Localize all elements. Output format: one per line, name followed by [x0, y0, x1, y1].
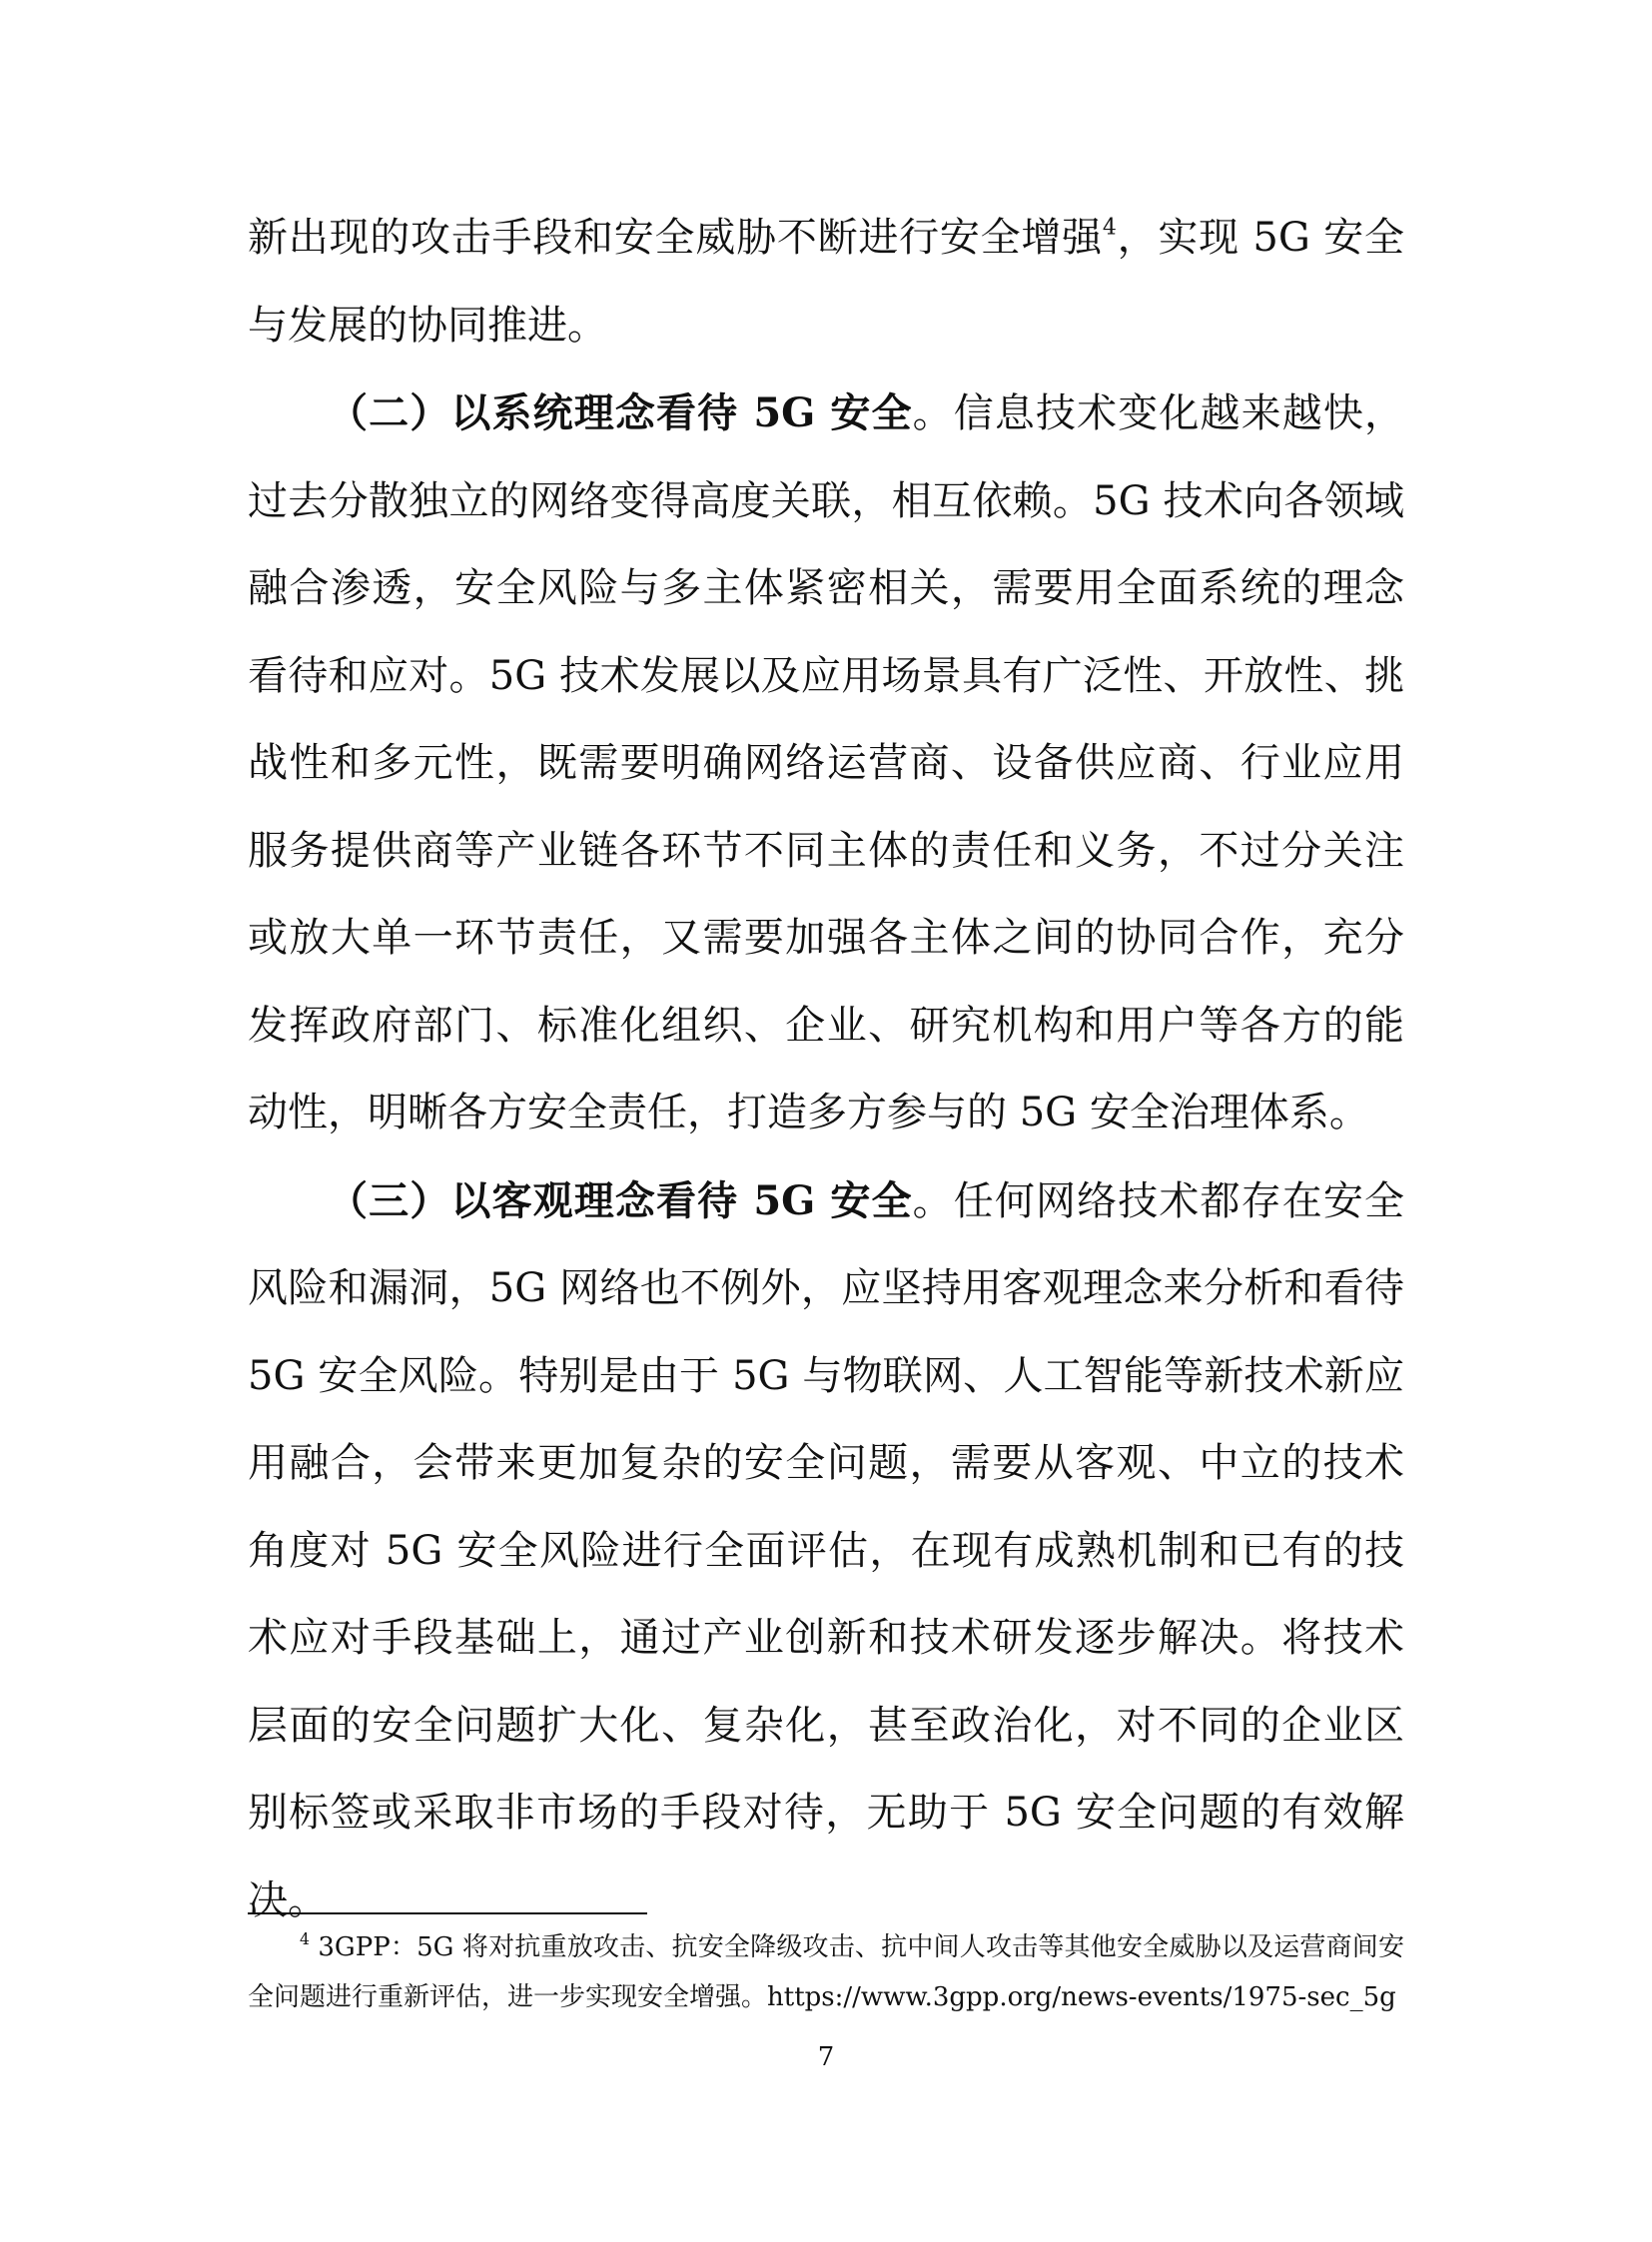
paragraph-text: ，实现 5G 安全与发展的协同推进。	[248, 215, 1404, 349]
paragraph-text: 。信息技术变化越来越快，过去分散独立的网络变得高度关联，相互依赖。5G 技术向各领域融合渗透，安全风险与多主体紧密相关，需要用全面系统的理念看待和应对。5G 技术发展以及应用场景具有广泛性、开放性、挑战性和多元性，既需要明确网络运营商、设备供应商、行业应用服务提供商等产业链各环节不同主体的责任和义务，不过分关注或放大单一环节责任，又需要加强各主体之间的协同合作，充分发挥政府部门、标准化组织、企业、研究机构和用户等各方的能动性，明晰各方安全责任，打造多方参与的 5G 安全治理体系。	[248, 390, 1405, 1135]
section-heading-3: （三）以客观理念看待 5G 安全	[328, 1176, 913, 1224]
paragraph-text: 新出现的攻击手段和安全威胁不断进行安全增强	[248, 215, 1103, 261]
section-heading-2: （二）以系统理念看待 5G 安全	[328, 389, 913, 436]
footnote-reference[interactable]: 4	[1102, 215, 1117, 241]
footnote-text: 3GPP：5G 将对抗重放攻击、抗安全降级攻击、抗中间人攻击等其他安全威胁以及运营商间安全问题进行重新评估，进一步实现安全增强。https://www.3gpp.org/news-events/1975-sec_5g	[248, 1932, 1404, 2012]
footnote-separator	[248, 1912, 647, 1914]
paragraph-continuation	[248, 195, 1404, 370]
paragraph-systematic	[248, 370, 1404, 1157]
body-text	[248, 195, 1404, 1944]
page-number: 7	[817, 2042, 835, 2072]
footnote-number: 4	[300, 1930, 310, 1949]
paragraph-objective	[248, 1157, 1404, 1945]
footnote	[248, 1922, 1404, 2022]
paragraph-text: 。任何网络技术都存在安全风险和漏洞，5G 网络也不例外，应坚持用客观理念来分析和看待 5G 安全风险。特别是由于 5G 与物联网、人工智能等新技术新应用融合，会带来更加复杂的安全问题，需要从客观、中立的技术角度对 5G 安全风险进行全面评估，在现有成熟机制和已有的技术应对手段基础上，通过产业创新和技术研发逐步解决。将技术层面的安全问题扩大化、复杂化，甚至政治化，对不同的企业区别标签或采取非市场的手段对待，无助于 5G 安全问题的有效解决。	[248, 1177, 1405, 1923]
